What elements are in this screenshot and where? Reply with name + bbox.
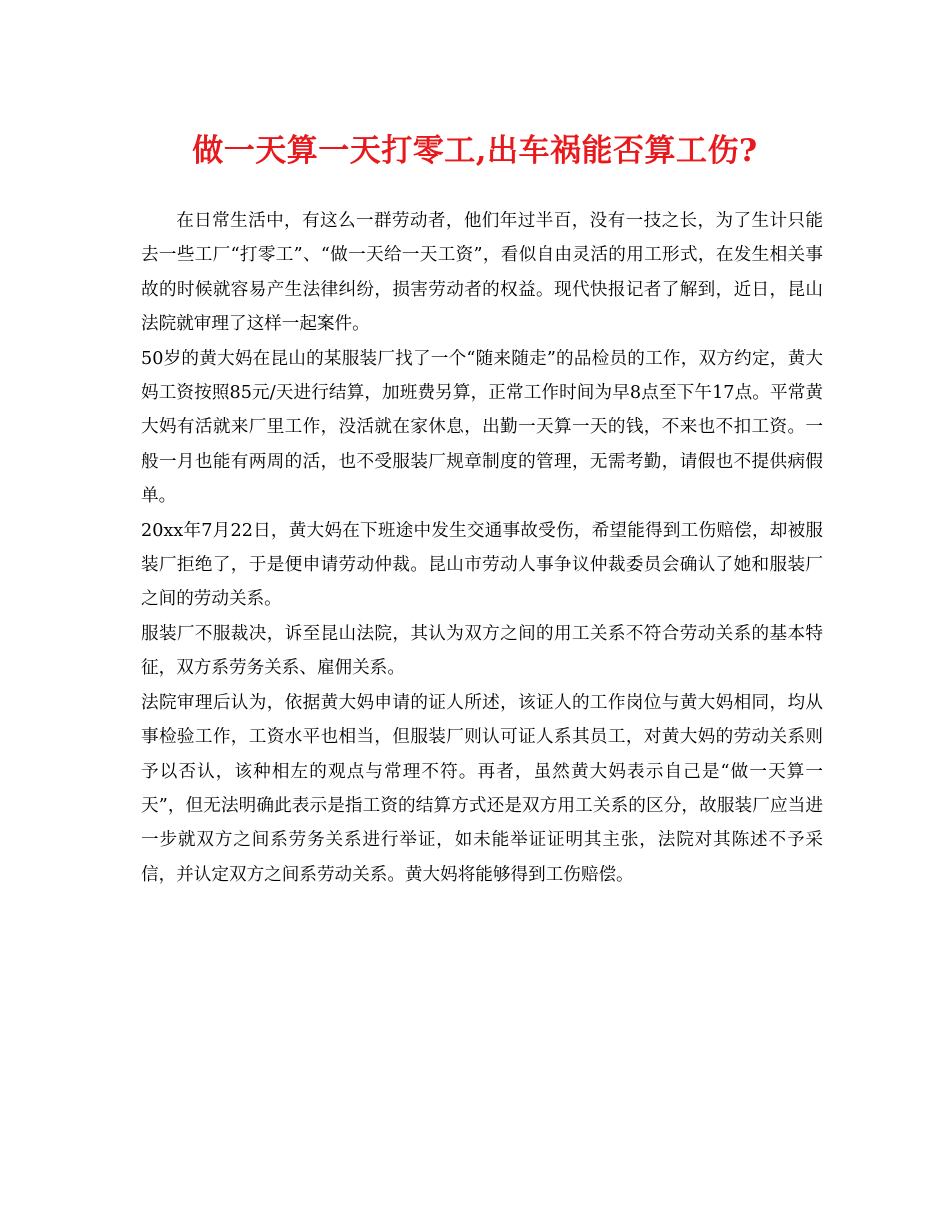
page-title: 做一天算一天打零工,出车祸能否算工伤? [192,133,758,169]
article-body [141,204,823,892]
paragraph-court-ruling: 法院审理后认为，依据黄大妈申请的证人所述，该证人的工作岗位与黄大妈相同，均从事检验工作，工资水平也相当，但服装厂则认可证人系其员工，对黄大妈的劳动关系则予以否认，该种相左的观点与常理不符。再者，虽然黄大妈表示自己是“做一天算一天”，但无法明确此表示是指工资的结算方式还是双方用工关系的区分，故服装厂应当进一步就双方之间系劳务关系进行举证，如未能举证证明其主张，法院对其陈述不予采信，并认定双方之间系劳动关系。黄大妈将能够得到工伤赔偿。 [141,692,823,885]
paragraph-case-background: 50岁的黄大妈在昆山的某服装厂找了一个“随来随走”的品检员的工作，双方约定，黄大妈工资按照85元/天进行结算，加班费另算，正常工作时间为早8点至下午17点。平常黄大妈有活就来厂里工作，没活就在家休息，出勤一天算一天的钱，不来也不扣工资。一般一月也能有两周的活，也不受服装厂规章制度的管理，无需考勤，请假也不提供病假单。 [141,348,823,507]
paragraph-intro: 在日常生活中，有这么一群劳动者，他们年过半百，没有一技之长，为了生计只能去一些工厂“打零工”、“做一天给一天工资”，看似自由灵活的用工形式，在发生相关事故的时候就容易产生法律纠纷，损害劳动者的权益。现代快报记者了解到，近日，昆山法院就审理了这样一起案件。 [141,211,823,335]
paragraph-accident: 20xx年7月22日，黄大妈在下班途中发生交通事故受伤，希望能得到工伤赔偿，却被服装厂拒绝了，于是便申请劳动仲裁。昆山市劳动人事争议仲裁委员会确认了她和服装厂之间的劳动关系。 [141,520,823,610]
paragraph-factory-appeal: 服装厂不服裁决，诉至昆山法院，其认为双方之间的用工关系不符合劳动关系的基本特征，双方系劳务关系、雇佣关系。 [141,623,823,679]
